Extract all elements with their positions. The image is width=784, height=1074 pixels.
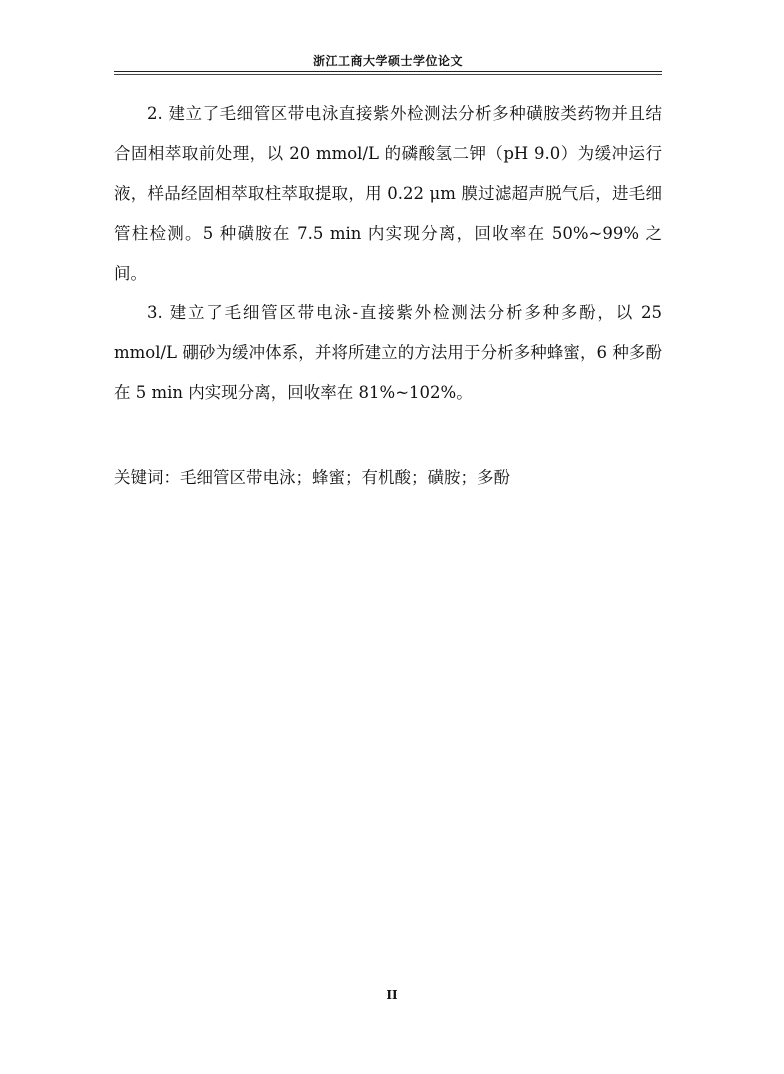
running-header: 浙江工商大学硕士学位论文 (312, 54, 463, 68)
paragraph-item-2: 2. 建立了毛细管区带电泳直接紫外检测法分析多种磺胺类药物并且结合固相萃取前处理，以 20 mmol/L 的磷酸氢二钾（pH 9.0）为缓冲运行液，样品经固相萃取柱萃取提取，用 0.22 μm 膜过滤超声脱气后，进毛细管柱检测。5 种磺胺在 7.5 min 内实现分离，回收率在 50%~99% 之间。 (114, 104, 662, 283)
header-rule (114, 71, 662, 72)
paragraph-item-3: 3. 建立了毛细管区带电泳-直接紫外检测法分析多种多酚，以 25 mmol/L 硼砂为缓冲体系，并将所建立的方法用于分析多种蜂蜜，6 种多酚在 5 min 内实现分离，回收率在 81%~102%。 (114, 303, 662, 402)
header-rule-thin (114, 74, 662, 75)
page-number: II (386, 988, 398, 1002)
keywords-line: 关键词：毛细管区带电泳；蜂蜜；有机酸；磺胺；多酚 (114, 468, 510, 487)
